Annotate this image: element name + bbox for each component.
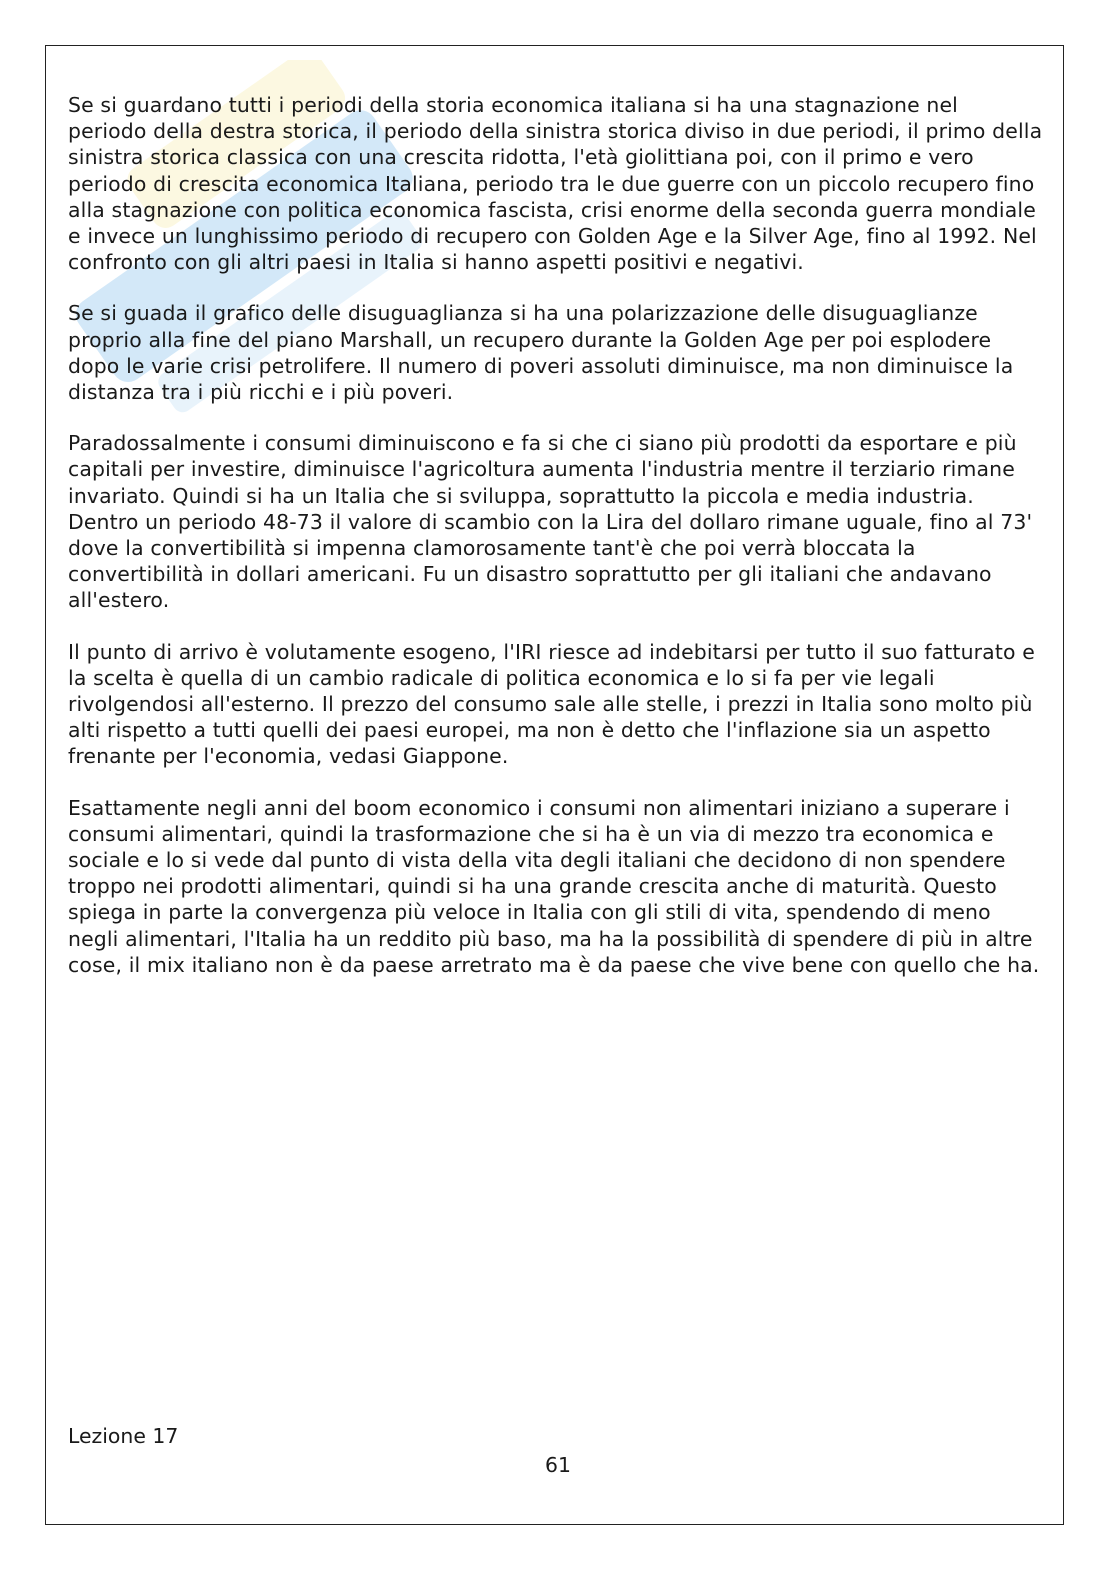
document-body xyxy=(68,92,1043,1003)
paragraph: Paradossalmente i consumi diminuiscono e fa si che ci siano più prodotti da esportare e più capitali per investire, diminuisce l'agricoltura aumenta l'industria mentre il terziario rimane invariato. Quindi si ha un Italia che si sviluppa, soprattutto la piccola e media industria. Dentro un periodo 48-73 il valore di scambio con la Lira del dollaro rimane uguale, fino al 73' dove la convertibilità si impenna clamorosamente tant'è che poi verrà bloccata la convertibilità in dollari americani. Fu un disastro soprattutto per gli italiani che andavano all'estero. xyxy=(68,431,1033,613)
footer-lesson-label: Lezione 17 xyxy=(68,1424,179,1448)
paragraph: Se si guardano tutti i periodi della storia economica italiana si ha una stagnazione nel periodo della destra storica, il periodo della sinistra storica diviso in due periodi, il primo della sinistra storica classica con una crescita ridotta, l'età giolittiana poi, con il primo e vero periodo di crescita economica Italiana, periodo tra le due guerre con un piccolo recupero fino alla stagnazione con politica economica fascista, crisi enorme della seconda guerra mondiale e invece un lunghissimo periodo di recupero con Golden Age e la Silver Age, fino al 1992. Nel confronto con gli altri paesi in Italia si hanno aspetti positivi e negativi. xyxy=(68,93,1043,275)
paragraph: Il punto di arrivo è volutamente esogeno, l'IRI riesce ad indebitarsi per tutto il suo fatturato e la scelta è quella di un cambio radicale di politica economica e lo si fa per vie legali rivolgendosi all'esterno. Il prezzo del consumo sale alle stelle, i prezzi in Italia sono molto più alti rispetto a tutti quelli dei paesi europei, ma non è detto che l'inflazione sia un aspetto frenante per l'economia, vedasi Giappone. xyxy=(68,639,1035,769)
paragraph: Se si guada il grafico delle disuguaglianza si ha una polarizzazione delle disuguaglianze proprio alla fine del piano Marshall, un recupero durante la Golden Age per poi esplodere dopo le varie crisi petrolifere. Il numero di poveri assoluti diminuisce, ma non diminuisce la distanza tra i più ricchi e i più poveri. xyxy=(68,301,1014,405)
page-number: 61 xyxy=(545,1453,571,1477)
paragraph: Esattamente negli anni del boom economico i consumi non alimentari iniziano a superare i consumi alimentari, quindi la trasformazione che si ha è un via di mezzo tra economica e sociale e lo si vede dal punto di vista della vita degli italiani che decidono di non spendere troppo nei prodotti alimentari, quindi si ha una grande crescita anche di maturità. Questo spiega in parte la convergenza più veloce in Italia con gli stili di vita, spendendo di meno negli alimentari, l'Italia ha un reddito più baso, ma ha la possibilità di spendere di più in altre cose, il mix italiano non è da paese arretrato ma è da paese che vive bene con quello che ha. xyxy=(68,795,1040,977)
